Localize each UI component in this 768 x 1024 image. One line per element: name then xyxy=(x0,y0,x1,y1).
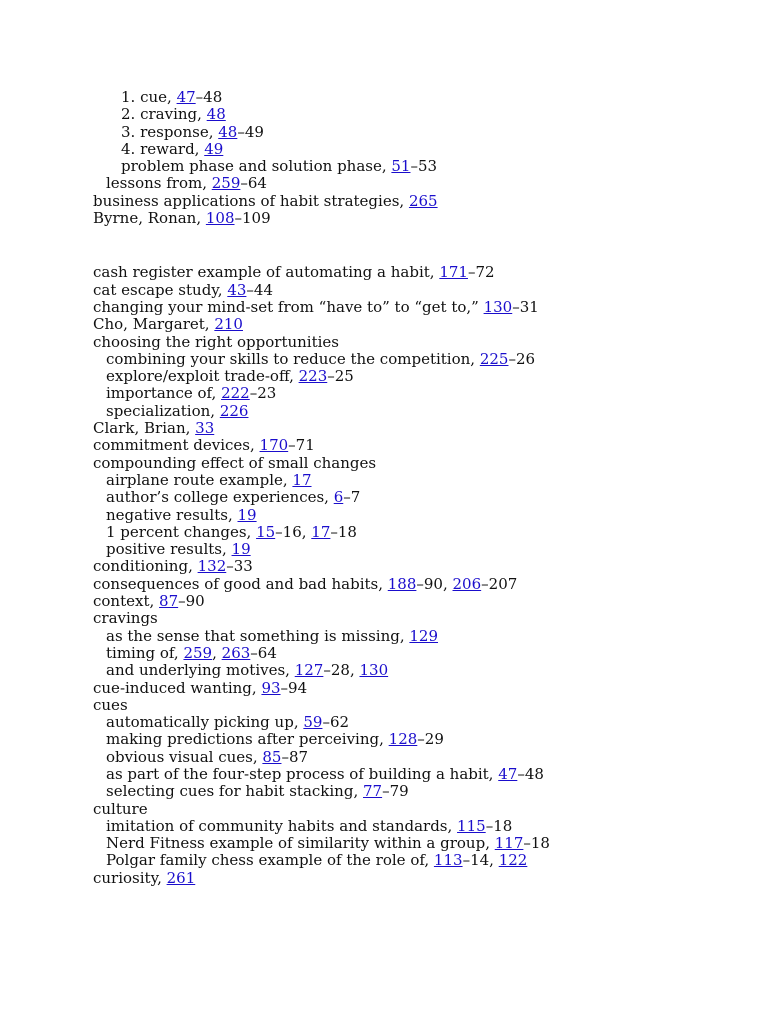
entry-text: –48 xyxy=(517,764,544,783)
page-link[interactable]: 77 xyxy=(363,782,383,801)
page-link[interactable]: 129 xyxy=(409,626,439,645)
entry-text: as part of the four-step process of building a habit, xyxy=(106,764,499,783)
entry-text: cue-induced wanting, xyxy=(93,678,262,697)
entry-text: –49 xyxy=(237,122,264,141)
index-entry xyxy=(93,193,733,210)
entry-text: combining your skills to reduce the competition, xyxy=(106,349,480,368)
entry-text: –18 xyxy=(523,834,550,853)
index-entry xyxy=(93,210,733,227)
index-entry xyxy=(93,316,733,333)
index-block xyxy=(93,264,733,887)
page-link[interactable]: 15 xyxy=(256,522,276,541)
page-link[interactable]: 33 xyxy=(195,419,215,438)
page-link[interactable]: 263 xyxy=(221,643,251,662)
page-link[interactable]: 47 xyxy=(498,764,518,783)
index-page xyxy=(93,89,733,887)
index-subentry xyxy=(93,403,733,420)
page-link[interactable]: 128 xyxy=(388,730,418,749)
page-link[interactable]: 17 xyxy=(292,470,312,489)
index-subentry xyxy=(93,472,733,489)
entry-text: Cho, Margaret, xyxy=(93,315,215,334)
page-link[interactable]: 259 xyxy=(211,174,241,193)
entry-text: –25 xyxy=(327,367,354,386)
page-link[interactable]: 43 xyxy=(227,280,247,299)
entry-text: , xyxy=(212,643,222,662)
entry-text: –31 xyxy=(512,297,539,316)
entry-text: automatically picking up, xyxy=(106,713,304,732)
page-link[interactable]: 113 xyxy=(433,851,463,870)
entry-text: –207 xyxy=(481,574,518,593)
index-entry xyxy=(93,334,733,351)
entry-text: cravings xyxy=(93,609,158,628)
index-entry xyxy=(93,697,733,714)
entry-text: negative results, xyxy=(106,505,238,524)
index-entry xyxy=(93,264,733,281)
entry-text: and underlying motives, xyxy=(106,661,295,680)
index-subentry xyxy=(93,852,733,869)
entry-text: –64 xyxy=(250,643,277,662)
index-subentry xyxy=(93,489,733,506)
index-subentry xyxy=(93,175,733,192)
entry-text: obvious visual cues, xyxy=(106,747,263,766)
page-link[interactable]: 127 xyxy=(294,661,324,680)
page-link[interactable]: 261 xyxy=(166,868,196,887)
page-link[interactable]: 17 xyxy=(311,522,331,541)
entry-text: –16, xyxy=(275,522,312,541)
entry-text: lessons from, xyxy=(106,174,212,193)
index-entry xyxy=(93,420,733,437)
entry-text: –23 xyxy=(249,384,277,403)
entry-text: –28, xyxy=(323,661,360,680)
entry-text: –64 xyxy=(240,174,267,193)
index-subentry xyxy=(93,645,733,662)
entry-text: –62 xyxy=(322,713,350,732)
page-link[interactable]: 171 xyxy=(439,263,468,282)
entry-text: –29 xyxy=(417,730,444,749)
page-link[interactable]: 117 xyxy=(494,834,524,853)
index-entry xyxy=(93,610,733,627)
entry-text: problem phase and solution phase, xyxy=(121,157,392,176)
entry-text: specialization, xyxy=(106,401,220,420)
entry-text: cat escape study, xyxy=(93,280,228,299)
entry-text: cues xyxy=(93,695,128,714)
page-link[interactable]: 223 xyxy=(298,367,328,386)
index-block xyxy=(93,89,733,227)
entry-text: culture xyxy=(93,799,148,818)
entry-text: cash register example of automating a habit, xyxy=(93,263,440,282)
index-subentry xyxy=(93,524,733,541)
page-link[interactable]: 47 xyxy=(176,88,196,106)
page-link[interactable]: 51 xyxy=(391,157,411,176)
page-link[interactable]: 6 xyxy=(333,488,344,507)
entry-text: Clark, Brian, xyxy=(93,419,196,438)
entry-text: commitment devices, xyxy=(93,436,260,455)
page-link[interactable]: 130 xyxy=(483,297,513,316)
page-link[interactable]: 48 xyxy=(206,105,226,124)
entry-text: timing of, xyxy=(106,643,184,662)
index-entry xyxy=(93,680,733,697)
index-entry xyxy=(93,282,733,299)
page-link[interactable]: 115 xyxy=(457,816,486,835)
entry-text: imitation of community habits and standards, xyxy=(106,816,458,835)
entry-text: making predictions after perceiving, xyxy=(106,730,389,749)
entry-text: –90, xyxy=(416,574,453,593)
entry-text: –53 xyxy=(410,157,438,176)
entry-text: –18 xyxy=(330,522,357,541)
entry-text: 1 percent changes, xyxy=(106,522,257,541)
index-subentry xyxy=(93,89,733,106)
page-link[interactable]: 19 xyxy=(237,505,257,524)
page-link[interactable]: 108 xyxy=(205,209,235,228)
page-link[interactable]: 226 xyxy=(219,401,249,420)
entry-text: –14, xyxy=(462,851,499,870)
page-link[interactable]: 122 xyxy=(498,851,528,870)
entry-text: as the sense that something is missing, xyxy=(106,626,410,645)
page-link[interactable]: 59 xyxy=(303,713,323,732)
entry-text: –72 xyxy=(467,263,495,282)
index-subentry xyxy=(93,541,733,558)
page-link[interactable]: 130 xyxy=(359,661,389,680)
entry-text: selecting cues for habit stacking, xyxy=(106,782,363,801)
index-subentry xyxy=(93,507,733,524)
entry-text: context, xyxy=(93,592,160,611)
index-subentry xyxy=(93,368,733,385)
entry-text: Nerd Fitness example of similarity within a group, xyxy=(106,834,495,853)
entry-text: –48 xyxy=(195,88,223,106)
page-link[interactable]: 132 xyxy=(197,557,227,576)
entry-text: importance of, xyxy=(106,384,222,403)
page-link[interactable]: 222 xyxy=(221,384,250,403)
index-subentry xyxy=(93,158,733,175)
page-link[interactable]: 93 xyxy=(261,678,281,697)
entry-text: Byrne, Ronan, xyxy=(93,209,206,228)
page-link[interactable]: 188 xyxy=(387,574,417,593)
entry-text: compounding effect of small changes xyxy=(93,453,377,472)
entry-text: explore/exploit trade-off, xyxy=(106,367,299,386)
entry-text: 2. craving, xyxy=(121,105,207,124)
entry-text: –90 xyxy=(178,592,205,611)
index-subentry xyxy=(93,714,733,731)
entry-text: business applications of habit strategies, xyxy=(93,191,409,210)
index-subentry xyxy=(93,766,733,783)
index-subentry xyxy=(93,385,733,402)
entry-text: 3. response, xyxy=(121,122,219,141)
entry-text: –18 xyxy=(485,816,513,835)
index-entry xyxy=(93,576,733,593)
entry-text: –44 xyxy=(246,280,273,299)
page-link[interactable]: 19 xyxy=(231,540,251,559)
page-link[interactable]: 87 xyxy=(159,592,179,611)
page-link[interactable]: 265 xyxy=(408,191,438,210)
entry-text: airplane route example, xyxy=(106,470,293,489)
page-link[interactable]: 206 xyxy=(452,574,482,593)
index-entry xyxy=(93,299,733,316)
page-link[interactable]: 85 xyxy=(262,747,282,766)
index-subentry xyxy=(93,662,733,679)
entry-text: conditioning, xyxy=(93,557,198,576)
entry-text: –109 xyxy=(234,209,271,228)
index-subentry xyxy=(93,124,733,141)
entry-text: 1. cue, xyxy=(121,88,177,106)
entry-text: –26 xyxy=(508,349,536,368)
entry-text: Polgar family chess example of the role of, xyxy=(106,851,434,870)
entry-text: –33 xyxy=(226,557,253,576)
index-entry xyxy=(93,870,733,887)
entry-text: 4. reward, xyxy=(121,139,205,158)
page-link[interactable]: 49 xyxy=(204,139,224,158)
page-link[interactable]: 225 xyxy=(479,349,509,368)
entry-text: choosing the right opportunities xyxy=(93,332,339,351)
index-subentry xyxy=(93,749,733,766)
entry-text: –87 xyxy=(281,747,309,766)
entry-text: –7 xyxy=(343,488,361,507)
entry-text: curiosity, xyxy=(93,868,167,887)
entry-text: positive results, xyxy=(106,540,232,559)
index-subentry xyxy=(93,818,733,835)
index-subentry xyxy=(93,351,733,368)
index-subentry xyxy=(93,628,733,645)
index-entry xyxy=(93,455,733,472)
index-entry xyxy=(93,801,733,818)
page-link[interactable]: 170 xyxy=(259,436,289,455)
entry-text: –94 xyxy=(280,678,308,697)
index-subentry xyxy=(93,783,733,800)
index-subentry xyxy=(93,141,733,158)
index-entry xyxy=(93,558,733,575)
index-subentry xyxy=(93,106,733,123)
entry-text: consequences of good and bad habits, xyxy=(93,574,388,593)
index-subentry xyxy=(93,835,733,852)
entry-text: –79 xyxy=(382,782,409,801)
index-subentry xyxy=(93,731,733,748)
page-link[interactable]: 210 xyxy=(214,315,243,334)
index-entry xyxy=(93,593,733,610)
entry-text: author’s college experiences, xyxy=(106,488,334,507)
page-link[interactable]: 259 xyxy=(183,643,213,662)
entry-text: changing your mind-set from “have to” to “get to,” xyxy=(93,297,484,316)
entry-text: –71 xyxy=(288,436,315,455)
index-entry xyxy=(93,437,733,454)
page-link[interactable]: 48 xyxy=(218,122,238,141)
